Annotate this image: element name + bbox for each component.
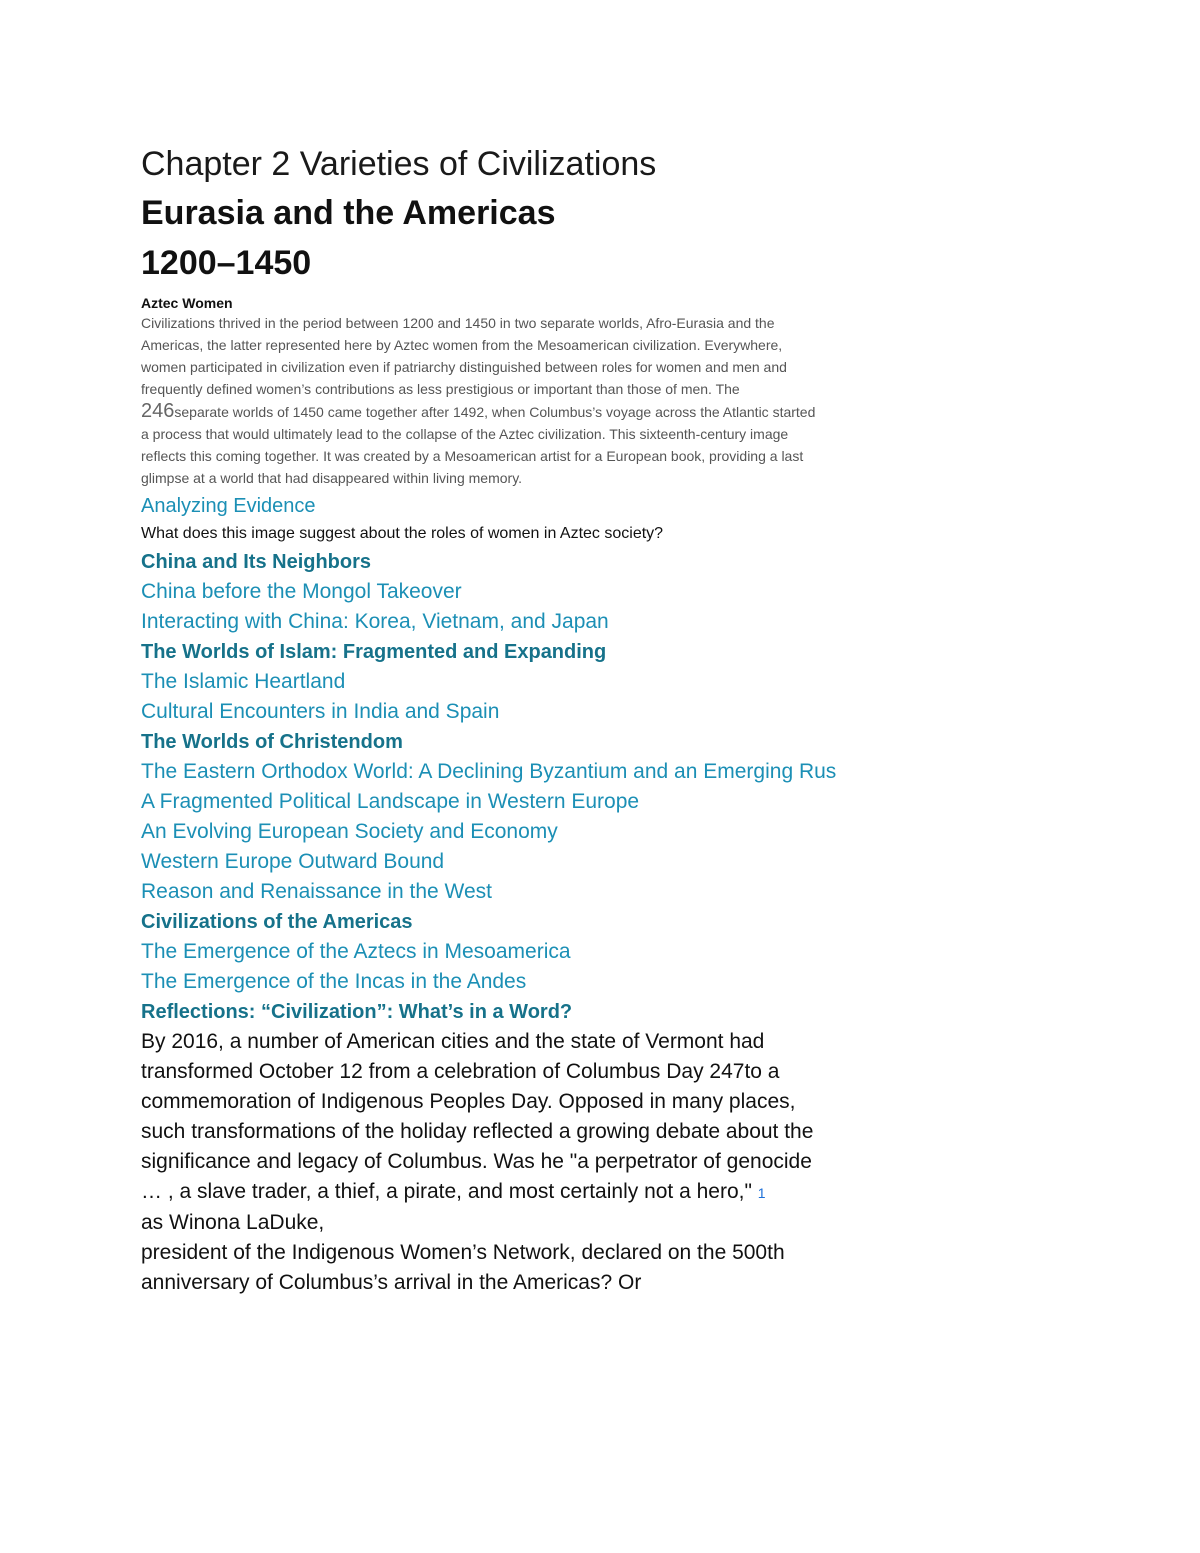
toc-item-western-europe-politics[interactable]: A Fragmented Political Landscape in Western Europe bbox=[141, 790, 640, 813]
figure-title: Aztec Women bbox=[141, 295, 233, 311]
toc-item-aztecs[interactable]: The Emergence of the Aztecs in Mesoamerica bbox=[141, 940, 571, 963]
toc-item-india-spain[interactable]: Cultural Encounters in India and Spain bbox=[141, 700, 500, 723]
body-text-1: By 2016, a number of American cities and the state of Vermont had transformed October 12 from a celebration of Columbus Day 247to a commemoration of Indigenous Peoples Day. Opposed in many places, such transformations of the holiday reflected a growing debate about the significance and legacy of Columbus. Was he "a perpetrator of genocide … , a slave trader, a thief, a pirate, and most certainly not a hero," bbox=[141, 1030, 814, 1203]
reflections-heading[interactable]: Reflections: “Civilization”: What’s in a Word? bbox=[141, 1001, 573, 1023]
toc-item-china-before-mongol[interactable]: China before the Mongol Takeover bbox=[141, 580, 462, 603]
table-of-contents bbox=[141, 547, 841, 997]
toc-item-european-society[interactable]: An Evolving European Society and Economy bbox=[141, 820, 558, 843]
body-text-3: president of the Indigenous Women’s Network, declared on the 500th anniversary of Columbus’s arrival in the Americas? Or bbox=[141, 1241, 785, 1294]
toc-section-christendom[interactable]: The Worlds of Christendom bbox=[141, 731, 403, 753]
toc-item-outward-bound[interactable]: Western Europe Outward Bound bbox=[141, 850, 445, 873]
evidence-question: What does this image suggest about the roles of women in Aztec society? bbox=[141, 525, 664, 542]
document-page bbox=[141, 140, 841, 1298]
page-number: 246 bbox=[141, 400, 175, 422]
toc-item-incas[interactable]: The Emergence of the Incas in the Andes bbox=[141, 970, 527, 993]
body-paragraph bbox=[141, 1027, 821, 1208]
figure-caption bbox=[141, 312, 821, 489]
body-text-2: as Winona LaDuke, bbox=[141, 1211, 325, 1234]
caption-part-2: separate worlds of 1450 came together after 1492, when Columbus’s voyage across the Atlantic started a process that would ultimately lead to the collapse of the Aztec civilization. This sixteenth-century image reflects this coming together. It was created by a Mesoamerican artist for a European book, providing a last glimpse at a world that had disappeared within living memory. bbox=[141, 404, 816, 486]
toc-item-islamic-heartland[interactable]: The Islamic Heartland bbox=[141, 670, 346, 693]
toc-item-renaissance[interactable]: Reason and Renaissance in the West bbox=[141, 880, 492, 903]
subtitle-dates: 1200–1450 bbox=[141, 244, 312, 282]
analyzing-evidence-link[interactable]: Analyzing Evidence bbox=[141, 495, 316, 517]
toc-item-eastern-orthodox[interactable]: The Eastern Orthodox World: A Declining Byzantium and an Emerging Rus bbox=[141, 760, 837, 783]
toc-section-americas[interactable]: Civilizations of the Americas bbox=[141, 911, 413, 933]
chapter-title: Chapter 2 Varieties of Civilizations bbox=[141, 145, 657, 183]
toc-section-china[interactable]: China and Its Neighbors bbox=[141, 551, 372, 573]
toc-section-islam[interactable]: The Worlds of Islam: Fragmented and Expanding bbox=[141, 641, 607, 663]
subtitle-regions: Eurasia and the Americas bbox=[141, 194, 556, 232]
toc-item-interacting-china[interactable]: Interacting with China: Korea, Vietnam, and Japan bbox=[141, 610, 609, 633]
footnote-link[interactable]: 1 bbox=[757, 1185, 766, 1201]
caption-part-1: Civilizations thrived in the period between 1200 and 1450 in two separate worlds, Afro-Eurasia and the Americas, the latter represented here by Aztec women from the Mesoamerican civilization. Everywhere, women participated in civilization even if patriarchy distinguished between roles for women and men and frequently defined women’s contributions as less prestigious or important than those of men. The bbox=[141, 315, 787, 397]
